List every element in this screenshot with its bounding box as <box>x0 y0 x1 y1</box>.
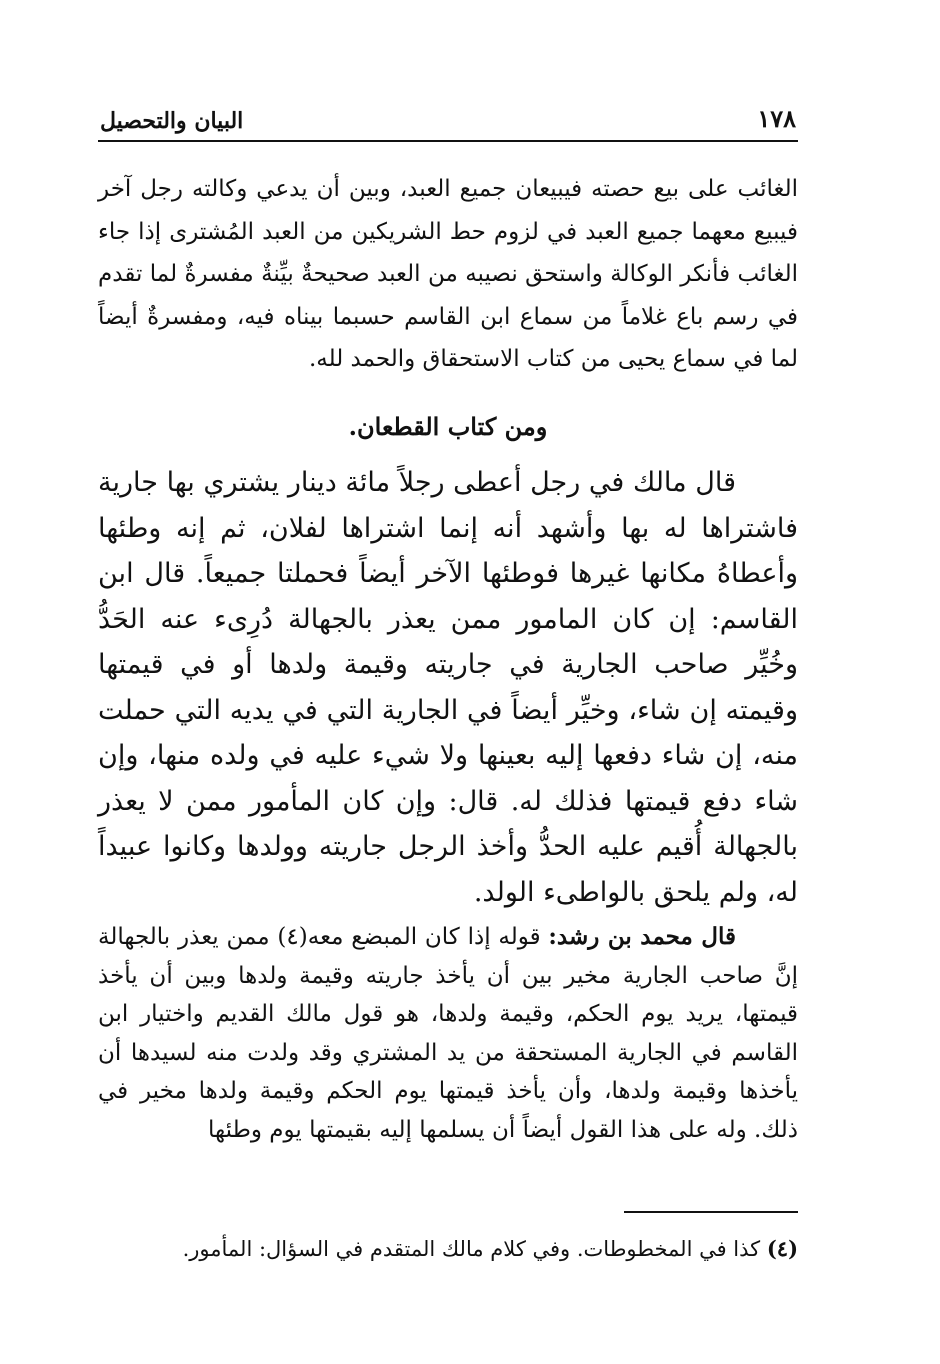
section-heading: ومن كتاب القطعان. <box>348 412 548 441</box>
page-number: ١٧٨ <box>757 104 796 133</box>
footnote-text: كذا في المخطوطات. وفي كلام مالك المتقدم في السؤال: المأمور. <box>182 1237 767 1261</box>
running-title: البيان والتحصيل <box>100 108 244 134</box>
paragraph-3-lead: قال محمد بن رشد: <box>548 923 737 950</box>
footnote <box>98 1232 798 1266</box>
footnote-separator <box>624 1211 798 1213</box>
paragraph-1: الغائب على بيع حصته فيبيعان جميع العبد، وبين أن يدعي وكالته رجل آخر فيبيع معهما جميع العبد في لزوم حط الشريكين من العبد المُشترى إذا جاء الغائب فأنكر الوكالة واستحق نصيبه من العبد صحيحةٌ بيِّنةٌ مفسرةٌ لما تقدم في رسم باع غلاماً من سماع ابن القاسم حسبما بيناه فيه، ومفسرةٌ أيضاً لما في سماع يحيى من كتاب الاستحقاق والحمد لله. <box>98 176 798 372</box>
page-header <box>98 100 798 142</box>
paragraph-3-text: قوله إذا كان المبضع معه(٤) ممن يعذر بالجهالة إنَّ صاحب الجارية مخير بين أن يأخذ جاريته وقيمة ولدها وبين أن يأخذ قيمتها، يريد يوم الحكم، وقيمة ولدها، هو قول مالك القديم واختيار ابن القاسم في الجارية المستحقة من يد المشتري وقد ولدت منه لسيدها أن يأخذها وقيمة ولدها، وأن يأخذ قيمتها يوم الحكم وقيمة ولدها مخير في ذلك. وله على هذا القول أيضاً أن يسلمها إليه بقيمتها يوم وطئها <box>98 924 798 1143</box>
paragraph-3 <box>98 918 798 1149</box>
footnote-marker: (٤) <box>766 1236 798 1261</box>
paragraph-2: قال مالك في رجل أعطى رجلاً مائة دينار يشتري بها جارية فاشتراها له بها وأشهد أنه إنما اشتراها لفلان، ثم إنه وطئها وأعطاهُ مكانها غيرها فوطئها الآخر أيضاً فحملتا جميعاً. قال ابن القاسم: إن كان المامور ممن يعذر بالجهالة دُرِىء عنه الحَدُّ وخُيِّر صاحب الجارية في جاريته وقيمة ولدها أو في قيمتها وقيمته إن شاء، وخيِّر أيضاً في الجارية التي في يديه التي حملت منه، إن شاء دفعها إليه بعينها ولا شيء عليه في ولده منها، وإن شاء دفع قيمتها فذلك له. قال: وإن كان المأمور ممن لا يعذر بالجهالة أُقيم عليه الحدُّ وأخذ الرجل جاريته وولدها وكانوا عبيداً له، ولم يلحق بالواطىء الولد. <box>98 467 798 908</box>
